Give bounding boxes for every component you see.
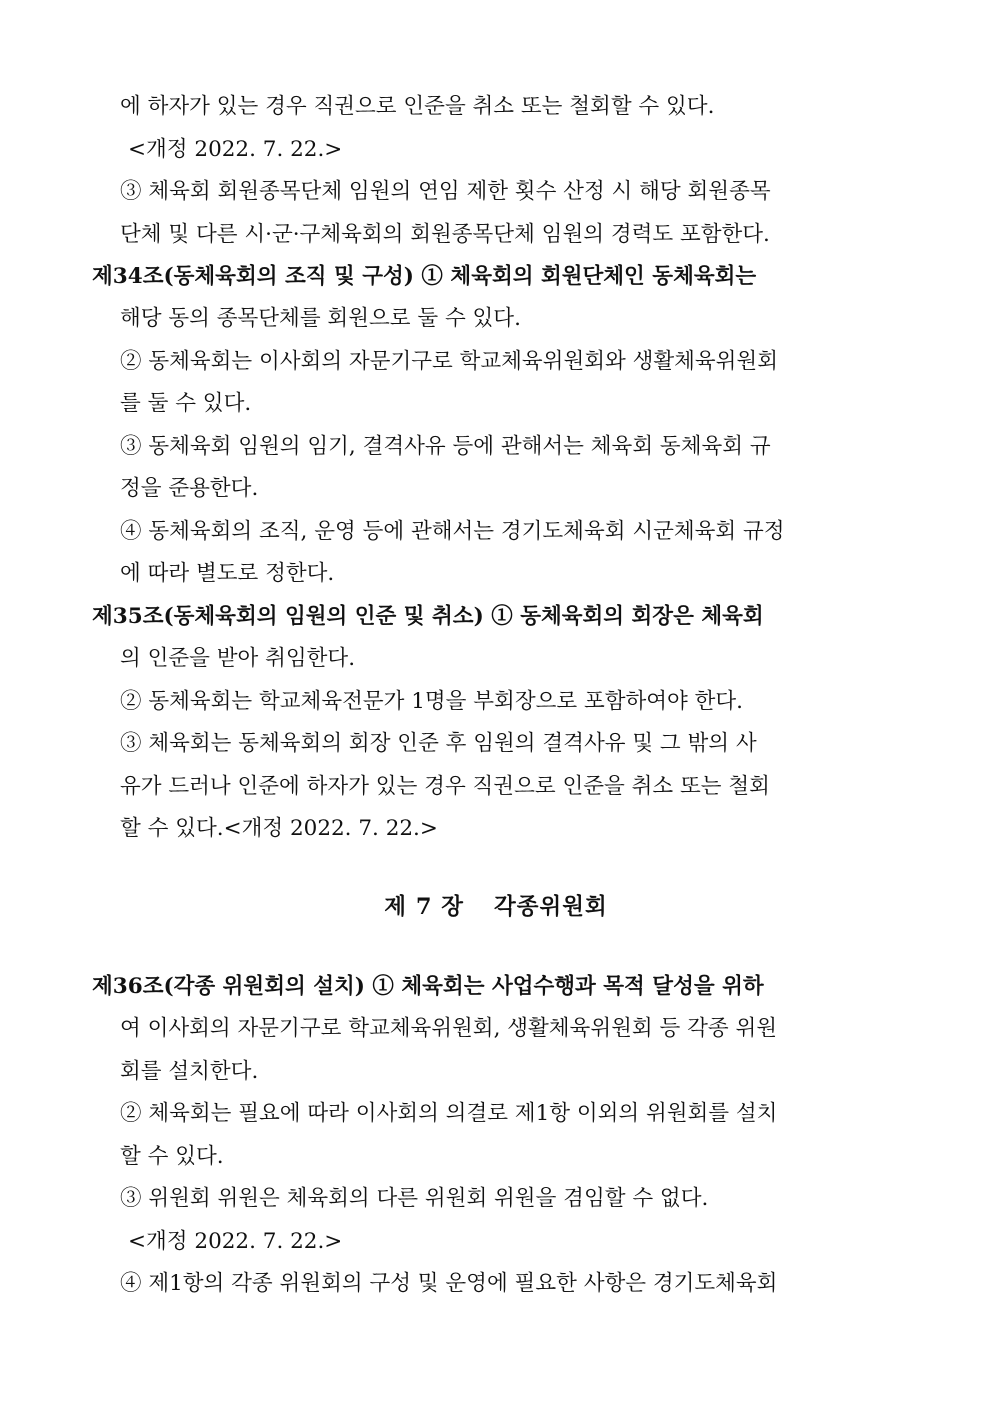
paragraph-2: ② 체육회는 필요에 따라 이사회의 의결로 제1항 이외의 위원회를 설치 xyxy=(120,1101,778,1126)
body-line: 할 수 있다.<개정 2022. 7. 22.> xyxy=(120,816,438,841)
article-36-heading: 제36조(각종 위원회의 설치) ① 체육회는 사업수행과 목적 달성을 위하 xyxy=(92,974,764,999)
paragraph-3: ③ 동체육회 임원의 임기, 결격사유 등에 관해서는 체육회 동체육회 규 xyxy=(120,434,771,459)
paragraph-2: ② 동체육회는 이사회의 자문기구로 학교체육위원회와 생활체육위원회 xyxy=(120,349,778,374)
body-line: 정을 준용한다. xyxy=(120,476,259,501)
amendment-note: <개정 2022. 7. 22.> xyxy=(128,137,343,162)
body-line: 를 둘 수 있다. xyxy=(120,391,252,416)
paragraph-3: ③ 체육회 회원종목단체 임원의 연임 제한 횟수 산정 시 해당 회원종목 xyxy=(120,179,771,204)
body-line: 할 수 있다. xyxy=(120,1144,224,1169)
paragraph-3: ③ 체육회는 동체육회의 회장 인준 후 임원의 결격사유 및 그 밖의 사 xyxy=(120,731,757,756)
body-line: 회를 설치한다. xyxy=(120,1059,259,1084)
paragraph-3: ③ 위원회 위원은 체육회의 다른 위원회 위원을 겸임할 수 없다. xyxy=(120,1186,709,1211)
body-line: 에 따라 별도로 정한다. xyxy=(120,561,335,586)
amendment-note: <개정 2022. 7. 22.> xyxy=(128,1229,343,1254)
body-line: 여 이사회의 자문기구로 학교체육위원회, 생활체육위원회 등 각종 위원 xyxy=(120,1016,777,1041)
chapter-title xyxy=(0,890,992,924)
body-line: 해당 동의 종목단체를 회원으로 둘 수 있다. xyxy=(120,306,521,331)
body-line: 유가 드러나 인준에 하자가 있는 경우 직권으로 인준을 취소 또는 철회 xyxy=(120,774,770,799)
body-line: 단체 및 다른 시·군·구체육회의 회원종목단체 임원의 경력도 포함한다. xyxy=(120,222,770,247)
article-34-heading: 제34조(동체육회의 조직 및 구성) ① 체육회의 회원단체인 동체육회는 xyxy=(92,264,757,289)
article-35-heading: 제35조(동체육회의 임원의 인준 및 취소) ① 동체육회의 회장은 체육회 xyxy=(92,604,764,629)
paragraph-4: ④ 제1항의 각종 위원회의 구성 및 운영에 필요한 사항은 경기도체육회 xyxy=(120,1271,778,1296)
paragraph-4: ④ 동체육회의 조직, 운영 등에 관해서는 경기도체육회 시군체육회 규정 xyxy=(120,519,785,544)
text: 에 하자가 있는 경우 직권으로 인준을 취소 또는 철회할 수 있다. xyxy=(120,94,715,119)
body-line: 의 인준을 받아 취임한다. xyxy=(120,646,356,671)
chapter-name: 각종위원회 xyxy=(494,894,608,920)
paragraph-2: ② 동체육회는 학교체육전문가 1명을 부회장으로 포함하여야 한다. xyxy=(120,689,744,714)
body-line xyxy=(120,90,840,124)
chapter-number: 제 7 장 xyxy=(384,894,465,920)
